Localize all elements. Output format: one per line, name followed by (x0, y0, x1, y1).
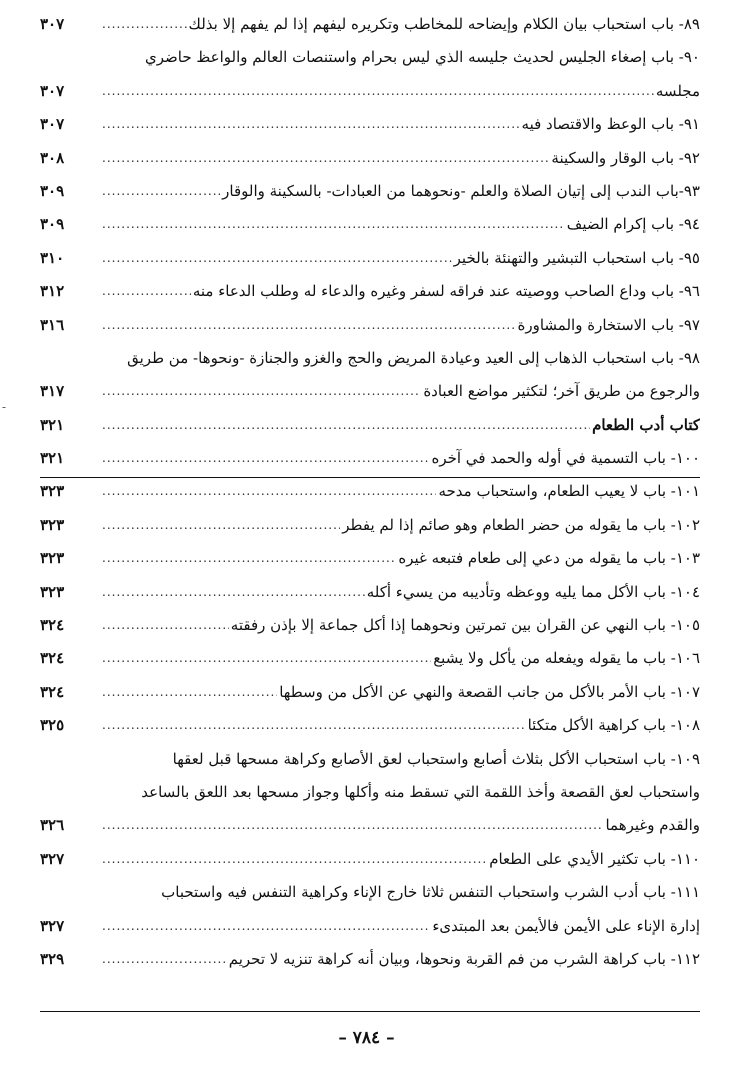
toc-page-number: ٣٢٩ (40, 949, 65, 968)
toc-page-number: ٣٢٣ (40, 482, 65, 501)
toc-entry-line (40, 776, 700, 809)
toc-entry-title: ١٠٤- باب الأكل مما يليه ووعظه وتأديبه من يسيء أكله (366, 582, 700, 601)
toc-entry (40, 609, 700, 642)
toc-entry-last-line (40, 409, 700, 442)
toc-leader-dots (102, 843, 487, 876)
toc-entry-last-line (40, 509, 700, 542)
toc-entry-title: ١٠١- باب لا يعيب الطعام، واستحباب مدحه (438, 482, 700, 501)
toc-leader-dots (102, 910, 430, 943)
toc-leader-dots (102, 709, 526, 742)
toc-leader-dots (102, 275, 191, 308)
toc-entry (40, 642, 700, 675)
toc-entry-last-line (40, 375, 700, 408)
toc-entry (40, 442, 700, 475)
toc-leader-dots (102, 509, 340, 542)
section-divider-top (40, 477, 700, 478)
toc-entry-title: ٩١- باب الوعظ والاقتصاد فيه (521, 115, 700, 134)
toc-entry-last-line (40, 175, 700, 208)
toc-entry-last-line (40, 242, 700, 275)
toc-entry-title: ٩٧- باب الاستخارة والمشاورة (517, 315, 700, 334)
toc-entry-last-line (40, 275, 700, 308)
toc-entry-title: واستحباب لعق القصعة وأخذ اللقمة التي تسقط منه وأكلها وجواز مسحها بعد اللعق بالساعد (141, 782, 700, 801)
toc-entry (40, 242, 700, 275)
toc-entry-title: والرجوع من طريق آخر؛ لتكثير مواضع العبادة (423, 382, 700, 401)
toc-leader-dots (102, 8, 187, 41)
toc-section-heading (40, 409, 700, 442)
toc-entry-last-line (40, 943, 700, 976)
toc-entry-last-line (40, 8, 700, 41)
toc-entry-last-line (40, 475, 700, 508)
toc-entry (40, 8, 700, 41)
toc-entry-title: والقدم وغيرهما (605, 816, 700, 835)
toc-entry-last-line (40, 142, 700, 175)
toc-page-number: ٣٢١ (40, 449, 65, 468)
toc-entry-last-line (40, 809, 700, 842)
toc-entry-last-line (40, 208, 700, 241)
toc-entry-last-line (40, 542, 700, 575)
toc-leader-dots (102, 242, 452, 275)
toc-entry-last-line (40, 576, 700, 609)
toc-entry-title: ٩٣-باب الندب إلى إتيان الصلاة والعلم -ونحوهما من العبادات- بالسكينة والوقار (222, 181, 700, 200)
toc-page-number: ٣٢٤ (40, 616, 65, 635)
toc-entry (40, 175, 700, 208)
toc-page-number: ٣٠٧ (40, 115, 65, 134)
toc-entry-title: مجلسه (655, 81, 700, 100)
toc-leader-dots (102, 576, 365, 609)
toc-leader-dots (102, 142, 549, 175)
toc-page-number: ٣١٧ (40, 382, 65, 401)
toc-leader-dots (102, 409, 590, 442)
toc-entry-title: كتاب أدب الطعام (592, 415, 700, 434)
toc-entry-last-line (40, 642, 700, 675)
toc-entry-line (40, 876, 700, 909)
toc-entry (40, 709, 700, 742)
toc-entry-title: إدارة الإناء على الأيمن فالأيمن بعد المبتدىء (432, 916, 700, 935)
toc-entry-title: ١٠٢- باب ما يقوله من حضر الطعام وهو صائم إذا لم يفطر (342, 515, 700, 534)
toc-leader-dots (102, 175, 220, 208)
toc-entry (40, 475, 700, 508)
edge-mark: - (2, 400, 7, 414)
toc-leader-dots (102, 208, 565, 241)
toc-page-number: ٣٢٧ (40, 916, 65, 935)
toc-leader-dots (102, 442, 429, 475)
toc-page-number: ٣٢٤ (40, 649, 65, 668)
toc-entry-last-line (40, 709, 700, 742)
toc-entry-title: ١٠٦- باب ما يقوله ويفعله من يأكل ولا يشبع (433, 649, 700, 668)
toc-entry (40, 843, 700, 876)
toc-entry (40, 108, 700, 141)
toc-page-number: ٣٢١ (40, 415, 65, 434)
toc-entry (40, 676, 700, 709)
toc-entry-last-line (40, 442, 700, 475)
toc-entry-title: ١٠٣- باب ما يقوله من دعي إلى طعام فتبعه غيره (398, 549, 700, 568)
section-divider-bottom (40, 1011, 700, 1012)
toc-entry (40, 275, 700, 308)
toc-entry-last-line (40, 843, 700, 876)
toc-entry (40, 142, 700, 175)
toc-page-number: ٣٠٧ (40, 81, 65, 100)
toc-entry-title: ١١٠- باب تكثير الأيدي على الطعام (489, 849, 700, 868)
toc-leader-dots (102, 108, 520, 141)
toc-leader-dots (102, 542, 396, 575)
toc-entry (40, 509, 700, 542)
toc-leader-dots (102, 375, 421, 408)
toc-page-number: ٣٠٩ (40, 181, 65, 200)
toc-entry-title: ٨٩- باب استحباب بيان الكلام وإيضاحه للمخاطب وتكريره ليفهم إذا لم يفهم إلا بذلك (188, 15, 700, 33)
toc-leader-dots (102, 309, 516, 342)
toc-page-number: ٣٢٣ (40, 515, 65, 534)
toc-entry-line (40, 743, 700, 776)
toc-page-number: ٣١٠ (40, 248, 65, 267)
toc-entry-line (40, 41, 700, 74)
toc-leader-dots (102, 475, 436, 508)
toc-page-number: ٣٢٣ (40, 549, 65, 568)
toc-leader-dots (102, 809, 603, 842)
toc-entry-title: ١٠٠- باب التسمية في أوله والحمد في آخره (431, 449, 700, 468)
toc-page-number: ٣٠٨ (40, 148, 65, 167)
toc-entry-line (40, 342, 700, 375)
toc-leader-dots (102, 609, 229, 642)
toc-entry-title: ٩٤- باب إكرام الضيف (566, 215, 700, 234)
toc-page-number: ٣١٢ (40, 282, 65, 301)
toc-page-number: ٣٢٤ (40, 682, 65, 701)
toc-entry-last-line (40, 676, 700, 709)
toc-page-number: ٣٢٣ (40, 582, 65, 601)
toc-entry-title: ٩٠- باب إصغاء الجليس لحديث جليسه الذي ليس بحرام واستنصات العالم والواعظ حاضري (145, 48, 700, 67)
toc-page-number: ٣٠٧ (40, 15, 65, 33)
toc-entry-title: ١٠٨- باب كراهية الأكل متكئا (527, 716, 700, 735)
toc-entry-title: ٩٥- باب استحباب التبشير والتهنئة بالخير (453, 248, 700, 267)
toc-leader-dots (102, 676, 277, 709)
toc-entry-title: ١١١- باب أدب الشرب واستحباب التنفس ثلاثا خارج الإناء وكراهية التنفس فيه واستحباب (161, 883, 700, 902)
table-of-contents (40, 8, 700, 976)
toc-entry (40, 743, 700, 843)
toc-page-number: ٣١٦ (40, 315, 65, 334)
toc-page-number: ٣٢٥ (40, 716, 65, 735)
toc-entry (40, 876, 700, 943)
toc-entry (40, 542, 700, 575)
toc-entry-last-line (40, 108, 700, 141)
page-number: – ٧٨٤ – (338, 1028, 395, 1048)
toc-entry (40, 208, 700, 241)
toc-entry-last-line (40, 910, 700, 943)
toc-page-number: ٣٢٦ (40, 816, 65, 835)
toc-page-number: ٣٢٧ (40, 849, 65, 868)
toc-leader-dots (102, 642, 431, 675)
toc-entry-title: ٩٦- باب وداع الصاحب ووصيته عند فراقه لسفر وغيره والدعاء له وطلب الدعاء منه (192, 282, 700, 301)
toc-entry (40, 41, 700, 108)
toc-entry (40, 943, 700, 976)
toc-leader-dots (102, 943, 227, 976)
toc-leader-dots (102, 75, 654, 108)
toc-entry-last-line (40, 75, 700, 108)
toc-entry-title: ٩٢- باب الوقار والسكينة (551, 148, 700, 167)
toc-entry-last-line (40, 309, 700, 342)
toc-page-number: ٣٠٩ (40, 215, 65, 234)
toc-entry (40, 309, 700, 342)
toc-entry (40, 342, 700, 409)
toc-entry-title: ١٠٧- باب الأمر بالأكل من جانب القصعة والنهي عن الأكل من وسطها (279, 682, 700, 701)
toc-entry (40, 576, 700, 609)
toc-entry-title: ٩٨- باب استحباب الذهاب إلى العيد وعيادة المريض والحج والغزو والجنازة -ونحوها- من طريق (127, 348, 700, 367)
toc-entry-last-line (40, 609, 700, 642)
toc-entry-title: ١٠٥- باب النهي عن القران بين تمرتين ونحوهما إذا أكل جماعة إلا بإذن رفقته (230, 616, 700, 635)
toc-entry-title: ١٠٩- باب استحباب الأكل بثلاث أصابع واستحباب لعق الأصابع وكراهة مسحها قبل لعقها (172, 749, 700, 768)
toc-entry-title: ١١٢- باب كراهة الشرب من فم القربة ونحوها، وبيان أنه كراهة تنزيه لا تحريم (228, 949, 700, 968)
